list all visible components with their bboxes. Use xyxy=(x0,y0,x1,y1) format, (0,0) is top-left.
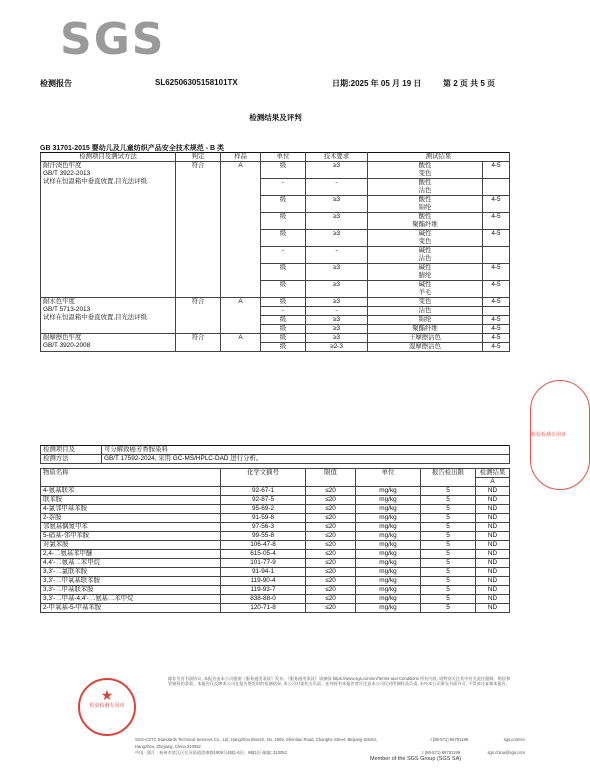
cas-number-cell: 106-47-8 xyxy=(221,541,306,550)
unit-cell: mg/kg xyxy=(356,559,421,568)
unit-cell: mg/kg xyxy=(356,604,421,613)
result-cell: ND xyxy=(476,550,510,559)
method-cell: 耐摩擦色牢度 GB/T 3920-2008 xyxy=(41,334,176,352)
seal-text: 检验检测专用章 xyxy=(89,703,125,709)
inspection-seal xyxy=(78,678,136,736)
cas-number-cell: 91-59-8 xyxy=(221,514,306,523)
phone-en: t (86-571) 86791199 xyxy=(430,737,469,742)
limit-cell: ≤20 xyxy=(306,514,356,523)
limit-cell: ≤20 xyxy=(306,532,356,541)
report-limit-cell: 5 xyxy=(421,514,476,523)
table-row xyxy=(41,487,510,496)
table-row xyxy=(41,559,510,568)
unit-cell: - xyxy=(261,179,306,196)
table-row xyxy=(41,595,510,604)
col-header: 单位 xyxy=(356,469,421,487)
result-label-cell xyxy=(368,230,483,247)
report-limit-cell: 5 xyxy=(421,586,476,595)
cas-number-cell: 99-55-8 xyxy=(221,532,306,541)
result-value-cell: 4-5 xyxy=(483,230,510,247)
unit-cell: mg/kg xyxy=(356,523,421,532)
requirement-cell: ≥3 xyxy=(306,196,368,213)
result-cell: ND xyxy=(476,541,510,550)
table-header-row xyxy=(41,469,510,478)
result-label-cell xyxy=(368,281,483,298)
report-number: SL62506305158101TX xyxy=(155,78,238,87)
phone-cn: t (86-571) 86791199 xyxy=(422,750,461,755)
limit-cell: ≤20 xyxy=(306,568,356,577)
result-label: 聚酯纤维 xyxy=(412,221,438,228)
test-item-value: 可分解致癌芳香胺染料 xyxy=(102,446,510,455)
star-icon: ★ xyxy=(100,687,114,703)
unit-cell: 级 xyxy=(261,264,306,281)
requirement-cell: ≥3 xyxy=(306,230,368,247)
page-indicator: 第 2 页 共 5 页 xyxy=(443,79,496,88)
substance-name-cell: 2-萘胺 xyxy=(41,514,221,523)
result-label-cell xyxy=(368,334,483,343)
unit-cell: 级 xyxy=(261,213,306,230)
result-label: 酸性 xyxy=(418,213,432,220)
result-label: 碱性 xyxy=(418,247,432,254)
unit-cell: 级 xyxy=(261,343,306,352)
requirement-cell: ≥3 xyxy=(306,281,368,298)
unit-cell: 级 xyxy=(261,230,306,247)
result-label-cell xyxy=(368,325,483,334)
report-limit-cell: 5 xyxy=(421,532,476,541)
table-row xyxy=(41,514,510,523)
unit-cell: 级 xyxy=(261,281,306,298)
result-label: 酸性 xyxy=(418,179,432,186)
result-label: 碱性 xyxy=(418,264,432,271)
table-row xyxy=(41,604,510,613)
table-row xyxy=(41,334,510,343)
sgs-logo: SGS xyxy=(60,14,166,65)
partial-seal xyxy=(530,380,590,490)
colorfastness-table xyxy=(40,152,510,352)
result-value-cell: 4-5 xyxy=(483,343,510,352)
result-cell: ND xyxy=(476,568,510,577)
result-label: 沾色 xyxy=(418,187,432,194)
result-label: 变色 xyxy=(418,238,432,245)
result-value-cell xyxy=(483,179,510,196)
requirement-cell: - xyxy=(306,179,368,196)
result-label-cell xyxy=(368,247,483,264)
requirement-cell: ≥3 xyxy=(306,162,368,179)
table-row xyxy=(41,455,510,464)
limit-cell: ≤20 xyxy=(306,586,356,595)
result-label: 酸性 xyxy=(418,196,432,203)
table-row xyxy=(41,496,510,505)
result-cell: ND xyxy=(476,532,510,541)
substance-name-cell: 4-氯邻甲基苯胺 xyxy=(41,505,221,514)
requirement-cell: ≥3 xyxy=(306,325,368,334)
result-label-cell xyxy=(368,343,483,352)
unit-cell: 级 xyxy=(261,325,306,334)
unit-cell: - xyxy=(261,307,306,316)
report-limit-cell: 5 xyxy=(421,505,476,514)
result-value-cell: 4-5 xyxy=(483,213,510,230)
limit-cell: ≤20 xyxy=(306,523,356,532)
unit-cell: mg/kg xyxy=(356,586,421,595)
result-label-cell xyxy=(368,196,483,213)
report-limit-cell: 5 xyxy=(421,496,476,505)
result-label: 腈纶 xyxy=(418,272,432,279)
result-label: 锦纶 xyxy=(418,316,432,323)
test-method-value: GB/T 17592-2024, 采用 GC-MS/HPLC-DAD 进行分析。 xyxy=(102,455,510,464)
result-label: 酸性 xyxy=(418,162,432,169)
unit-cell: 级 xyxy=(261,334,306,343)
col-header: 判定 xyxy=(176,153,221,162)
report-limit-cell: 5 xyxy=(421,577,476,586)
requirement-cell: ≥3 xyxy=(306,316,368,325)
substance-name-cell: 4-氨基联苯 xyxy=(41,487,221,496)
limit-cell: ≤20 xyxy=(306,604,356,613)
cas-number-cell: 95-69-2 xyxy=(221,505,306,514)
test-item-label: 检测项目及 xyxy=(41,446,102,455)
substance-name-cell: 3,3'-二甲氧基联苯胺 xyxy=(41,577,221,586)
result-label: 变色 xyxy=(418,170,432,177)
result-value-cell xyxy=(483,307,510,316)
email-cn: sgs.china@sgs.com xyxy=(487,750,525,755)
sample-header: A xyxy=(476,478,510,487)
requirement-cell: ≥3 xyxy=(306,334,368,343)
cas-number-cell: 92-67-1 xyxy=(221,487,306,496)
col-header: 物质名称 xyxy=(41,469,221,487)
limit-cell: ≤20 xyxy=(306,487,356,496)
substance-name-cell: 2-甲氧基-5-甲基苯胺 xyxy=(41,604,221,613)
unit-cell: 级 xyxy=(261,196,306,213)
verdict-cell: 符合 xyxy=(176,334,221,352)
col-header: 测试结果 xyxy=(368,153,510,162)
method-cell: 耐水色牢度 GB/T 5713-2013 试样在恒温箱中垂直放置,目光法评级. xyxy=(41,298,176,334)
result-label-cell xyxy=(368,298,483,307)
report-limit-cell: 5 xyxy=(421,604,476,613)
substance-name-cell: 邻氨基偶氮甲苯 xyxy=(41,523,221,532)
result-value-cell: 4-5 xyxy=(483,316,510,325)
substance-name-cell: 3,3'-二甲基联苯胺 xyxy=(41,586,221,595)
result-label-cell xyxy=(368,307,483,316)
result-label: 碱性 xyxy=(418,230,432,237)
cas-number-cell: 91-94-1 xyxy=(221,568,306,577)
requirement-cell: ≥3 xyxy=(306,298,368,307)
col-header: 检测结果 xyxy=(476,469,510,478)
seal-text: 检验检测专用章 xyxy=(531,432,567,438)
result-label-cell xyxy=(368,213,483,230)
report-limit-cell: 5 xyxy=(421,550,476,559)
unit-cell: 级 xyxy=(261,298,306,307)
requirement-cell: ≥2-3 xyxy=(306,343,368,352)
result-value-cell: 4-5 xyxy=(483,162,510,179)
unit-cell: mg/kg xyxy=(356,577,421,586)
result-value-cell: 4-5 xyxy=(483,325,510,334)
result-label-cell xyxy=(368,179,483,196)
requirement-cell: ≥3 xyxy=(306,264,368,281)
cas-number-cell: 120-71-8 xyxy=(221,604,306,613)
result-label-cell xyxy=(368,162,483,179)
limit-cell: ≤20 xyxy=(306,505,356,514)
substance-name-cell: 5-硝基-邻甲苯胺 xyxy=(41,532,221,541)
member-text: Member of the SGS Group (SGS SA) xyxy=(370,756,462,762)
unit-cell: mg/kg xyxy=(356,496,421,505)
test-info-table xyxy=(40,445,510,464)
result-cell: ND xyxy=(476,595,510,604)
web-en: sgs.com/en xyxy=(503,737,525,742)
report-limit-cell: 5 xyxy=(421,541,476,550)
verdict-cell: 符合 xyxy=(176,298,221,334)
standard-title: GB 31701-2015 婴幼儿及儿童纺织产品安全技术规范 - B 类 xyxy=(40,145,224,152)
report-limit-cell: 5 xyxy=(421,487,476,496)
result-label: 变色 xyxy=(418,298,432,305)
result-label-cell xyxy=(368,316,483,325)
report-limit-cell: 5 xyxy=(421,568,476,577)
unit-cell: mg/kg xyxy=(356,568,421,577)
unit-cell: mg/kg xyxy=(356,532,421,541)
table-row xyxy=(41,577,510,586)
result-label: 羊毛 xyxy=(418,289,432,296)
cas-number-cell: 101-77-9 xyxy=(221,559,306,568)
section-title: 检测结果及评判 xyxy=(249,113,302,122)
table-row xyxy=(41,298,510,307)
result-label-cell xyxy=(368,264,483,281)
col-header: 化学文摘号 xyxy=(221,469,306,487)
result-label: 锦纶 xyxy=(418,204,432,211)
result-value-cell: 4-5 xyxy=(483,281,510,298)
unit-cell: - xyxy=(261,247,306,264)
result-value-cell: 4-5 xyxy=(483,334,510,343)
limit-cell: ≤20 xyxy=(306,541,356,550)
table-row xyxy=(41,162,510,179)
unit-cell: mg/kg xyxy=(356,514,421,523)
col-header: 检测项目及测试方法 xyxy=(41,153,176,162)
substance-name-cell: 2,4-二氨基苯甲醚 xyxy=(41,550,221,559)
result-cell: ND xyxy=(476,559,510,568)
col-header: 报告检出限 xyxy=(421,469,476,487)
table-row xyxy=(41,550,510,559)
verdict-cell: 符合 xyxy=(176,162,221,298)
cas-number-cell: 119-93-7 xyxy=(221,586,306,595)
result-label: 聚酯纤维 xyxy=(412,325,438,332)
address-en: SGS-CSTC Standards Technical Services Co., Ltd. Hangzhou Branch, No. 1909, Shenlian Road, Changhe Street, Binjiang District, Hangzhou, Zhejiang, China 310052 xyxy=(135,737,378,749)
result-cell: ND xyxy=(476,577,510,586)
table-row xyxy=(41,568,510,577)
limit-cell: ≤20 xyxy=(306,550,356,559)
limit-cell: ≤20 xyxy=(306,577,356,586)
unit-cell: mg/kg xyxy=(356,595,421,604)
substance-name-cell: 对氯苯胺 xyxy=(41,541,221,550)
unit-cell: mg/kg xyxy=(356,541,421,550)
col-header: 单位 xyxy=(261,153,306,162)
report-limit-cell: 5 xyxy=(421,595,476,604)
report-limit-cell: 5 xyxy=(421,559,476,568)
limit-cell: ≤20 xyxy=(306,496,356,505)
result-cell: ND xyxy=(476,487,510,496)
substance-name-cell: 3,3'-二氯联苯胺 xyxy=(41,568,221,577)
substance-name-cell: 3,3'-二甲基-4,4'-二氨基二苯甲烷 xyxy=(41,595,221,604)
result-value-cell: 4-5 xyxy=(483,264,510,281)
unit-cell: mg/kg xyxy=(356,487,421,496)
amine-results-table xyxy=(40,468,510,613)
col-header: 样品 xyxy=(221,153,261,162)
result-value-cell xyxy=(483,247,510,264)
cas-number-cell: 92-87-5 xyxy=(221,496,306,505)
table-row xyxy=(41,505,510,514)
table-header-row xyxy=(41,153,510,162)
substance-name-cell: 4,4'-二氨基二苯甲烷 xyxy=(41,559,221,568)
result-label: 干摩擦沾色 xyxy=(409,334,441,341)
table-row xyxy=(41,532,510,541)
result-value-cell: 4-5 xyxy=(483,196,510,213)
footer-address xyxy=(135,737,525,757)
limit-cell: ≤20 xyxy=(306,559,356,568)
sample-cell: A xyxy=(221,334,261,352)
requirement-cell: - xyxy=(306,247,368,264)
sample-cell: A xyxy=(221,298,261,334)
cas-number-cell: 838-88-0 xyxy=(221,595,306,604)
result-cell: ND xyxy=(476,523,510,532)
result-cell: ND xyxy=(476,604,510,613)
col-header: 技术要求 xyxy=(306,153,368,162)
unit-cell: 级 xyxy=(261,162,306,179)
test-method-label: 检测方法 xyxy=(41,455,102,464)
table-row xyxy=(41,586,510,595)
result-label: 沾色 xyxy=(418,255,432,262)
unit-cell: mg/kg xyxy=(356,550,421,559)
result-cell: ND xyxy=(476,496,510,505)
result-value-cell: 4-5 xyxy=(483,298,510,307)
requirement-cell: ≥3 xyxy=(306,213,368,230)
address-cn: 中国 · 浙江 · 杭州市滨江区长河街道滨康路1909号4幢1-6层、6幢1层 邮编: 310052 xyxy=(135,750,287,755)
report-limit-cell: 5 xyxy=(421,523,476,532)
result-cell: ND xyxy=(476,505,510,514)
table-row xyxy=(41,523,510,532)
cas-number-cell: 615-05-4 xyxy=(221,550,306,559)
cas-number-cell: 97-56-3 xyxy=(221,523,306,532)
unit-cell: 级 xyxy=(261,316,306,325)
unit-cell: mg/kg xyxy=(356,505,421,514)
col-header: 限值 xyxy=(306,469,356,487)
result-label: 碱性 xyxy=(418,281,432,288)
result-label: 沾色 xyxy=(418,307,432,314)
table-row xyxy=(41,446,510,455)
substance-name-cell: 联苯胺 xyxy=(41,496,221,505)
result-label: 湿摩擦沾色 xyxy=(409,343,441,350)
sample-cell: A xyxy=(221,162,261,298)
result-cell: ND xyxy=(476,514,510,523)
report-date: 日期:2025 年 05 月 19 日 xyxy=(332,79,422,88)
table-row xyxy=(41,541,510,550)
limit-cell: ≤20 xyxy=(306,595,356,604)
disclaimer-text: 除非另有书面协议, 本报告由本公司根据《服务通用条款》发布。《服务通用条款》请参阅 https://www.sgs.com/en/Terms-and-Conditions 所有内容, 请特别关注其中有关责任限制、赔偿和管辖权的条款。本报告仅反映本公司在报告签发时的检测结果, 本公司对委托方负责。任何持有本报告者应注意本公司仅对所测样品负责, 未经本公司事先书面许可, 不得部分复制本报告。 xyxy=(168,676,511,687)
requirement-cell: - xyxy=(306,307,368,316)
result-cell: ND xyxy=(476,586,510,595)
cas-number-cell: 119-90-4 xyxy=(221,577,306,586)
report-label: 检测报告 xyxy=(40,79,72,88)
method-cell: 耐汗渍色牢度 GB/T 3922-2013 试样在恒温箱中垂直放置,目光法评级. xyxy=(41,162,176,298)
